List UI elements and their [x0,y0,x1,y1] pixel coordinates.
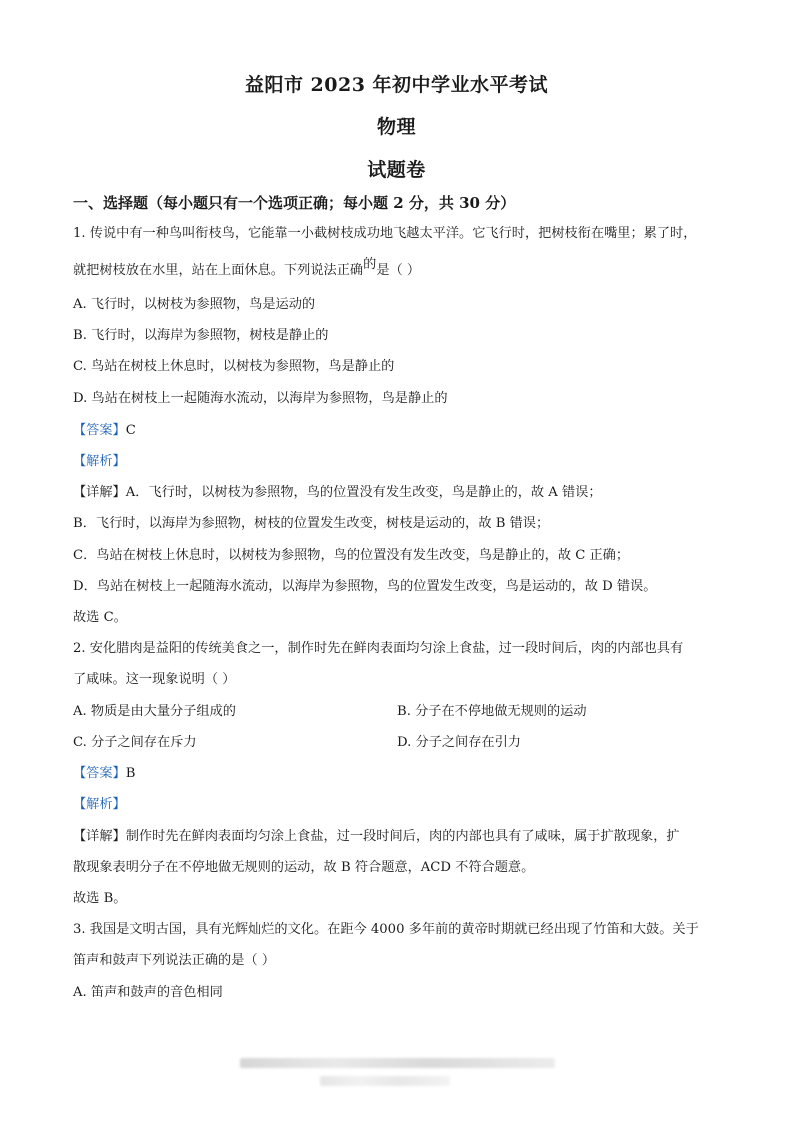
q2-stem-line1: 2. 安化腊肉是益阳的传统美食之一，制作时先在鲜肉表面均匀涂上食盐，过一段时间后，肉的内部也具有 [73,641,684,656]
footer-watermark-sub [320,1076,450,1086]
q3-option-a: A. 笛声和鼓声的音色相同 [73,985,223,1000]
q1-detail-d: D．鸟站在树枝上一起随海水流动，以海岸为参照物，鸟的位置发生改变，鸟是运动的，故 D 错误。 [73,579,657,594]
q1-stem-line2-c: 是（ ） [376,263,421,278]
q2-detail-line2: 散现象表明分子在不停地做无规则的运动，故 B 符合题意，ACD 不符合题意。 [73,860,535,875]
q1-analysis-label: 【解析】 [73,454,126,469]
q1-detail-label: 【详解】 [73,485,126,500]
q2-option-c: C. 分子之间存在斥力 [73,735,197,750]
q2-detail-line1-text: 制作时先在鲜肉表面均匀涂上食盐，过一段时间后，肉的内部也具有了咸味，属于扩散现象，扩 [125,829,680,844]
q1-option-d: D. 鸟站在树枝上一起随海水流动，以海岸为参照物，鸟是静止的 [73,391,448,406]
q1-answer-value: C [125,423,136,438]
exam-title: 益阳市 2023 年初中学业水平考试 [244,74,549,96]
q2-detail-label: 【详解】 [73,829,126,844]
q1-detail-c: C．鸟站在树枝上休息时，以树枝为参照物，鸟的位置没有发生改变，鸟是静止的，故 C 正确； [73,548,630,563]
q2-conclusion: 故选 B。 [73,891,127,906]
q1-option-c: C. 鸟站在树枝上休息时，以树枝为参照物，鸟是静止的 [73,359,395,374]
q2-option-b: B. 分子在不停地做无规则的运动 [397,704,587,719]
subject-title: 物理 [376,116,416,138]
q1-stem-line1: 1. 传说中有一种鸟叫衔枝鸟，它能靠一小截树枝成功地飞越太平洋。它飞行时，把树枝衔在嘴里；累了时， [73,226,697,241]
section-heading: 一、选择题（每小题只有一个选项正确；每小题 2 分，共 30 分） [73,194,516,212]
q1-stem-line2 [73,257,421,280]
q2-detail-line1 [73,828,680,846]
q1-option-a: A. 飞行时，以树枝为参照物，鸟是运动的 [73,297,316,312]
q1-detail-a-text: A．飞行时，以树枝为参照物，鸟的位置没有发生改变，鸟是静止的，故 A 错误； [125,485,602,500]
q1-answer-label: 【答案】 [73,423,126,438]
q1-answer [73,422,136,440]
q1-stem-line2-a: 就把树枝放在水里，站在上面休息。下列说法正确 [73,263,364,278]
q2-answer-label: 【答案】 [73,766,126,781]
q1-detail-b: B．飞行时，以海岸为参照物，树枝的位置发生改变，树枝是运动的，故 B 错误； [73,516,550,531]
q1-detail-a [73,484,602,502]
paper-title: 试题卷 [367,159,426,181]
q1-option-b: B. 飞行时，以海岸为参照物，树枝是静止的 [73,328,329,343]
q2-answer-value: B [125,766,136,781]
q1-conclusion: 故选 C。 [73,610,127,625]
q2-analysis-label: 【解析】 [73,797,126,812]
q2-option-a: A. 物质是由大量分子组成的 [73,704,236,719]
footer-watermark [240,1058,555,1068]
q2-option-d: D. 分子之间存在引力 [397,735,521,750]
q1-stem-line2-b: 的 [363,257,377,272]
q2-answer [73,765,135,783]
q3-stem-line2: 笛声和鼓声下列说法正确的是（ ） [73,953,276,968]
q2-stem-line2: 了咸味。这一现象说明（ ） [73,672,236,687]
q3-stem-line1: 3. 我国是文明古国，具有光辉灿烂的文化。在距今 4000 多年前的黄帝时期就已经出现了竹笛和大鼓。关于 [73,922,699,937]
